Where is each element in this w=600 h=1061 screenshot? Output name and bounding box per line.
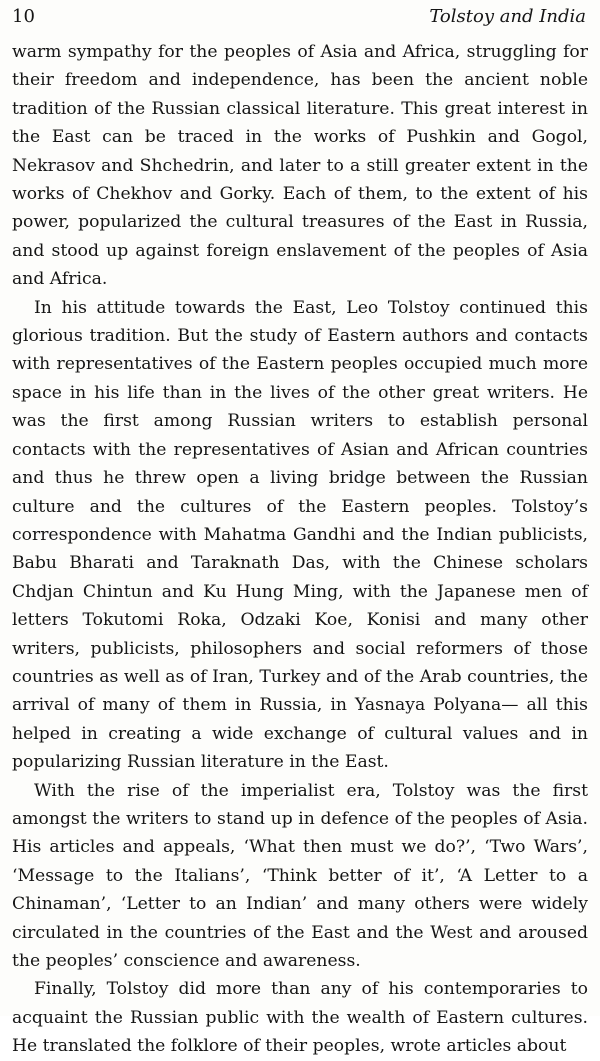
- paragraph-2: In his attitude towards the East, Leo Tolstoy continued this glorious tradition. But the study of Eastern authors and contacts with representatives of the Eastern peoples occupied much more space in his life than in the lives of the other great writers. He was the first among Russian writers to establish personal contacts with the representatives of Asian and African countries and thus he threw open a living bridge between the Russian culture and the cultures of the Eastern peoples. Tolstoy’s correspondence with Mahatma Gandhi and the Indian publicists, Babu Bharati and Taraknath Das, with the Chinese scholars Chdjan Chintun and Ku Hung Ming, with the Japanese men of letters Tokutomi Roka, Odzaki Koe, Konisi and many other writers, publicists, philosophers and social reformers of those countries as well as of Iran, Turkey and of the Arab countries, the arrival of many of them in Russia, in Yasnaya Polyana— all this helped in creating a wide exchange of cultural values and in popularizing Russian literature in the East.: [12, 297, 588, 773]
- paragraph-1: warm sympathy for the peoples of Asia and Africa, struggling for their freedom and independence, has been the ancient noble tradition of the Russian classical literature. This great interest in the East can be traced in the works of Pushkin and Gogol, Nekrasov and Shchedrin, and later to a still greater extent in the works of Chekhov and Gorky. Each of them, to the extent of his power, popularized the cultural treasures of the East in Russia, and stood up against foreign enslavement of the peoples of Asia and Africa.: [12, 42, 588, 290]
- page-number: 10: [12, 6, 35, 27]
- running-title: Tolstoy and India: [429, 6, 586, 27]
- body-text: [12, 38, 588, 1061]
- paragraph-4: Finally, Tolstoy did more than any of his contemporaries to acquaint the Russian public with the wealth of Eastern cultures. He translated the folklore of their peoples, wrote articles about: [12, 979, 588, 1057]
- paragraph-3: With the rise of the imperialist era, Tolstoy was the first amongst the writers to stand up in defence of the peoples of Asia. His articles and appeals, ‘What then must we do?’, ‘Two Wars’, ‘Message to the Italians’, ‘Think better of it’, ‘A Letter to a Chinaman’, ‘Letter to an Indian’ and many others were widely circulated in the countries of the East and the West and aroused the peoples’ conscience and awareness.: [12, 780, 588, 971]
- running-head: [12, 6, 586, 32]
